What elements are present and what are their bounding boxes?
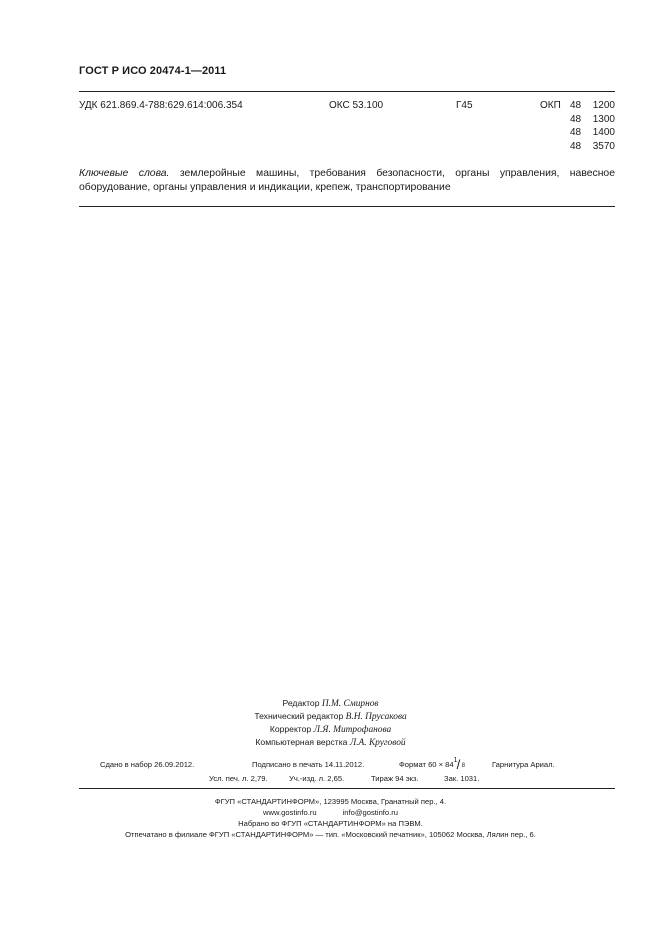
format-fraction (453, 757, 468, 772)
editor-label: Редактор (282, 698, 320, 708)
publishing-line-2 (0, 774, 661, 786)
keywords-label: Ключевые слова. (79, 168, 170, 179)
print-sheets: Усл. печ. л. 2,79. (209, 774, 268, 783)
document-number: ГОСТ Р ИСО 20474-1—2011 (79, 65, 227, 77)
corrector-label: Корректор (269, 724, 312, 734)
corrector-line (0, 724, 661, 735)
okp-code-group: 48 (570, 113, 582, 125)
footer-divider (79, 788, 615, 789)
publishing-line-1 (0, 757, 661, 772)
okp-code-number: 1400 (592, 127, 615, 138)
okp-code-group: 48 (570, 100, 582, 111)
fraction-slash: / (456, 757, 461, 772)
okp-code-group: 48 (570, 140, 582, 152)
okp-code-line (540, 114, 615, 128)
editor-name: П.М. Смирнов (321, 699, 379, 709)
corrector-name: Л.Я. Митрофанова (313, 725, 392, 735)
okp-code-group: 48 (570, 127, 582, 138)
format-denominator: 8 (461, 763, 465, 769)
publishing-sheets: Уч.-изд. л. 2,65. (289, 774, 345, 783)
udk-code: УДК 621.869.4-788:629.614:006.354 (79, 100, 243, 111)
okp-codes (540, 100, 615, 154)
tech-editor-name: В.Н. Прусакова (345, 712, 407, 722)
layout-line (0, 737, 661, 748)
okp-code-line (540, 100, 615, 114)
layout-label: Компьютерная верстка (255, 737, 348, 747)
keywords-text: землеройные машины, требования безопасности, органы управления, навесное оборудование, органы управления и индикации, крепеж, транспортирование (79, 168, 615, 193)
typeface: Гарнитура Ариал. (492, 760, 555, 769)
layout-name: Л.А. Круговой (349, 738, 406, 748)
printed-note: Отпечатано в филиале ФГУП «СТАНДАРТИНФОРМ» — тип. «Московский печатник», 105062 Москва, Лялин пер., 6. (125, 830, 536, 839)
keywords-paragraph (79, 167, 615, 195)
okp-code-line (540, 141, 615, 155)
tech-editor-label: Технический редактор (254, 711, 344, 721)
submitted-date: Сдано в набор 26.09.2012. (100, 760, 195, 769)
editor-line (0, 698, 661, 709)
okp-code-number: 3570 (592, 140, 615, 152)
okp-label: ОКП (540, 100, 561, 111)
publisher-contacts (0, 808, 661, 817)
typeset-note: Набрано во ФГУП «СТАНДАРТИНФОРМ» на ПЭВМ. (238, 819, 423, 828)
signed-date: Подписано в печать 14.11.2012. (252, 760, 365, 769)
keywords-divider (79, 206, 615, 207)
format-numerator: 1 (453, 757, 458, 764)
publisher-address: ФГУП «СТАНДАРТИНФОРМ», 123995 Москва, Гранатный пер., 4. (214, 797, 447, 806)
publisher-email: info@gostinfo.ru (342, 808, 399, 817)
order-number: Зак. 1031. (444, 774, 480, 783)
paper-format (399, 757, 465, 772)
okp-code-number: 1300 (592, 113, 615, 125)
publisher-website: www.gostinfo.ru (262, 808, 317, 817)
tech-editor-line (0, 711, 661, 722)
g-code: Г45 (456, 100, 473, 111)
header-divider (79, 91, 615, 92)
format-text: Формат 60 × 84 (399, 760, 454, 769)
okp-code-number: 1200 (592, 100, 615, 111)
oks-code: ОКС 53.100 (329, 100, 384, 111)
okp-code-line (540, 127, 615, 141)
print-run: Тираж 94 экз. (371, 774, 419, 783)
